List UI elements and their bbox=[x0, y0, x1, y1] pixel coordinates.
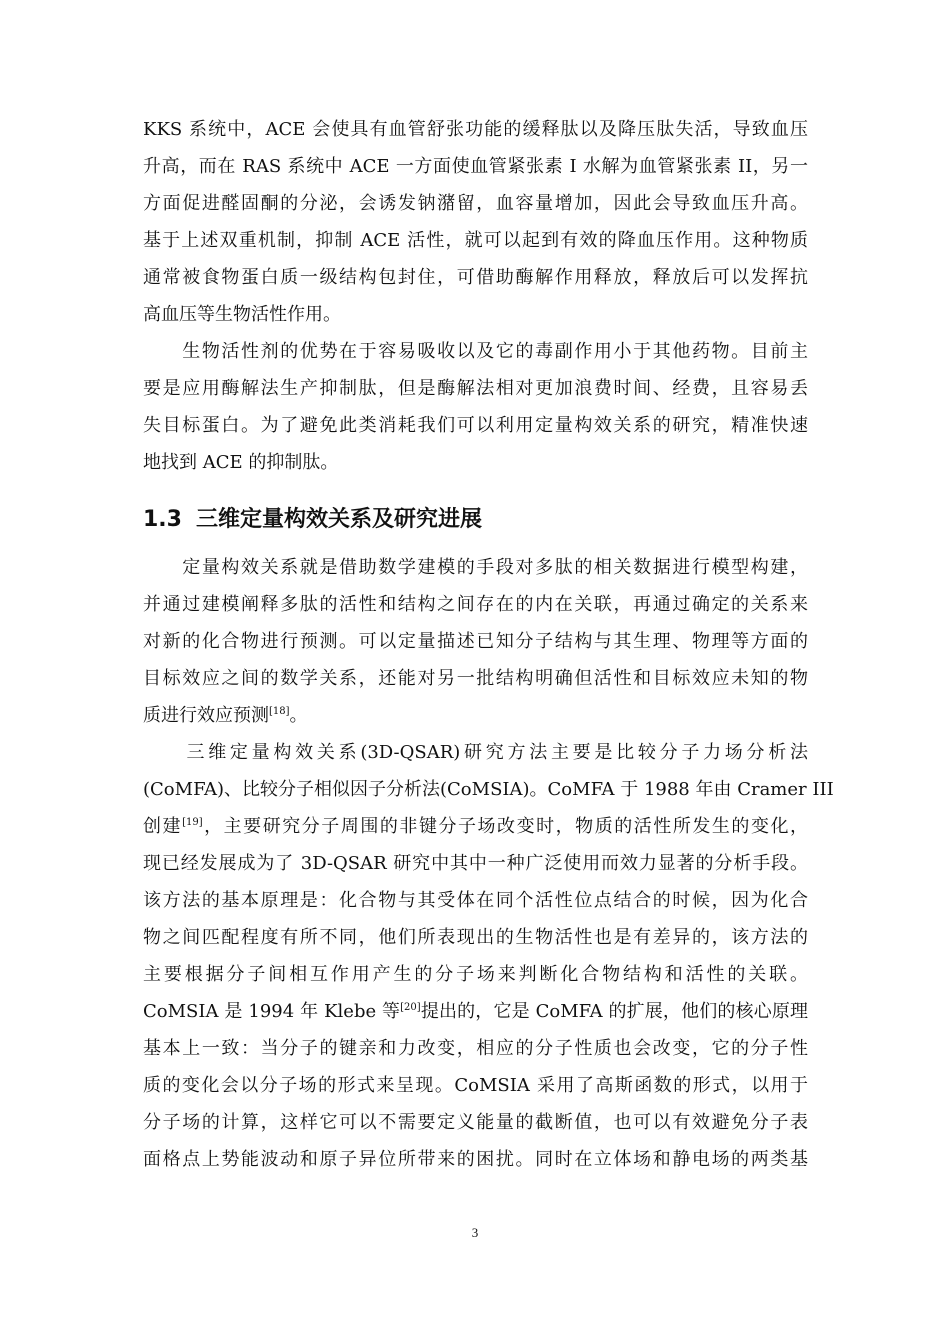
text-run: CoMSIA 是 1994 年 Klebe 等 bbox=[143, 1001, 401, 1022]
citation-ref: [18] bbox=[269, 706, 290, 717]
text-run: ，主要研究分子周围的非键分子场改变时，物质的活性所发生的变化， bbox=[202, 816, 809, 837]
text-line: 目标效应之间的数学关系，还能对另一批结构明确但活性和目标效应未知的物 bbox=[143, 668, 808, 689]
text-line: 分子场的计算，这样它可以不需要定义能量的截断值，也可以有效避免分子表 bbox=[143, 1112, 808, 1133]
text-line: 该方法的基本原理是：化合物与其受体在同个活性位点结合的时候，因为化合 bbox=[143, 890, 808, 911]
text-line: 通常被食物蛋白质一级结构包封住，可借助酶解作用释放，释放后可以发挥抗 bbox=[143, 267, 808, 288]
page-number: 3 bbox=[471, 1225, 479, 1240]
text-line: 面格点上势能波动和原子异位所带来的困扰。同时在立体场和静电场的两类基 bbox=[143, 1149, 808, 1170]
text-line: 失目标蛋白。为了避免此类消耗我们可以利用定量构效关系的研究，精准快速 bbox=[143, 415, 808, 436]
citation-ref: [19] bbox=[182, 817, 203, 828]
text-line: 主要根据分子间相互作用产生的分子场来判断化合物结构和活性的关联。 bbox=[143, 964, 808, 985]
text-line bbox=[143, 697, 808, 734]
text-line: 地找到 ACE 的抑制肽。 bbox=[143, 452, 339, 473]
text-line: KKS 系统中，ACE 会使具有血管舒张功能的缓释肽以及降压肽失活，导致血压 bbox=[143, 119, 808, 140]
text-run: 创建 bbox=[143, 816, 183, 837]
text-run: 质进行效应预测 bbox=[143, 705, 269, 726]
text-line: 高血压等生物活性作用。 bbox=[143, 304, 341, 325]
section-title: 三维定量构效关系及研究进展 bbox=[195, 507, 482, 532]
text-line: 方面促进醛固酮的分泌，会诱发钠潴留，血容量增加，因此会导致血压升高。 bbox=[143, 193, 808, 214]
section-heading bbox=[143, 505, 482, 535]
text-line: 质的变化会以分子场的形式来呈现。CoMSIA 采用了高斯函数的形式，以用于 bbox=[143, 1075, 808, 1096]
citation-ref: [20] bbox=[400, 1002, 421, 1013]
text-line: 对新的化合物进行预测。可以定量描述已知分子结构与其生理、物理等方面的 bbox=[143, 631, 808, 652]
text-line bbox=[143, 993, 808, 1030]
text-line: 基于上述双重机制，抑制 ACE 活性，就可以起到有效的降血压作用。这种物质 bbox=[143, 230, 808, 251]
text-line: 升高，而在 RAS 系统中 ACE 一方面使血管紧张素 I 水解为血管紧张素 II，另一 bbox=[143, 156, 808, 177]
text-line: 定量构效关系就是借助数学建模的手段对多肽的相关数据进行模型构建， bbox=[143, 557, 808, 578]
text-run: 提出的，它是 CoMFA 的扩展，他们的核心原理 bbox=[420, 1001, 808, 1022]
section-number: 1.3 bbox=[143, 507, 182, 532]
text-line: 基本上一致：当分子的键亲和力改变，相应的分子性质也会改变，它的分子性 bbox=[143, 1038, 808, 1059]
text-line: 现已经发展成为了 3D-QSAR 研究中其中一种广泛使用而效力显著的分析手段。 bbox=[143, 853, 808, 874]
text-line: (CoMFA)、比较分子相似因子分析法(CoMSIA)。CoMFA 于 1988 年由 Cramer III bbox=[143, 779, 834, 800]
paragraph-block-ace bbox=[143, 111, 808, 481]
text-line: 物之间匹配程度有所不同，他们所表现出的生物活性也是有差异的，该方法的 bbox=[143, 927, 808, 948]
paragraph-block-3d-qsar bbox=[143, 549, 834, 1178]
text-run: 。 bbox=[289, 705, 308, 726]
text-line: 并通过建模阐释多肽的活性和结构之间存在的内在关联，再通过确定的关系来 bbox=[143, 594, 808, 615]
text-line: 生物活性剂的优势在于容易吸收以及它的毒副作用小于其他药物。目前主 bbox=[143, 341, 808, 362]
text-line: 三维定量构效关系(3D-QSAR)研究方法主要是比较分子力场分析法 bbox=[143, 742, 808, 763]
text-line: 要是应用酶解法生产抑制肽，但是酶解法相对更加浪费时间、经费，且容易丢 bbox=[143, 378, 808, 399]
text-line bbox=[143, 808, 808, 845]
